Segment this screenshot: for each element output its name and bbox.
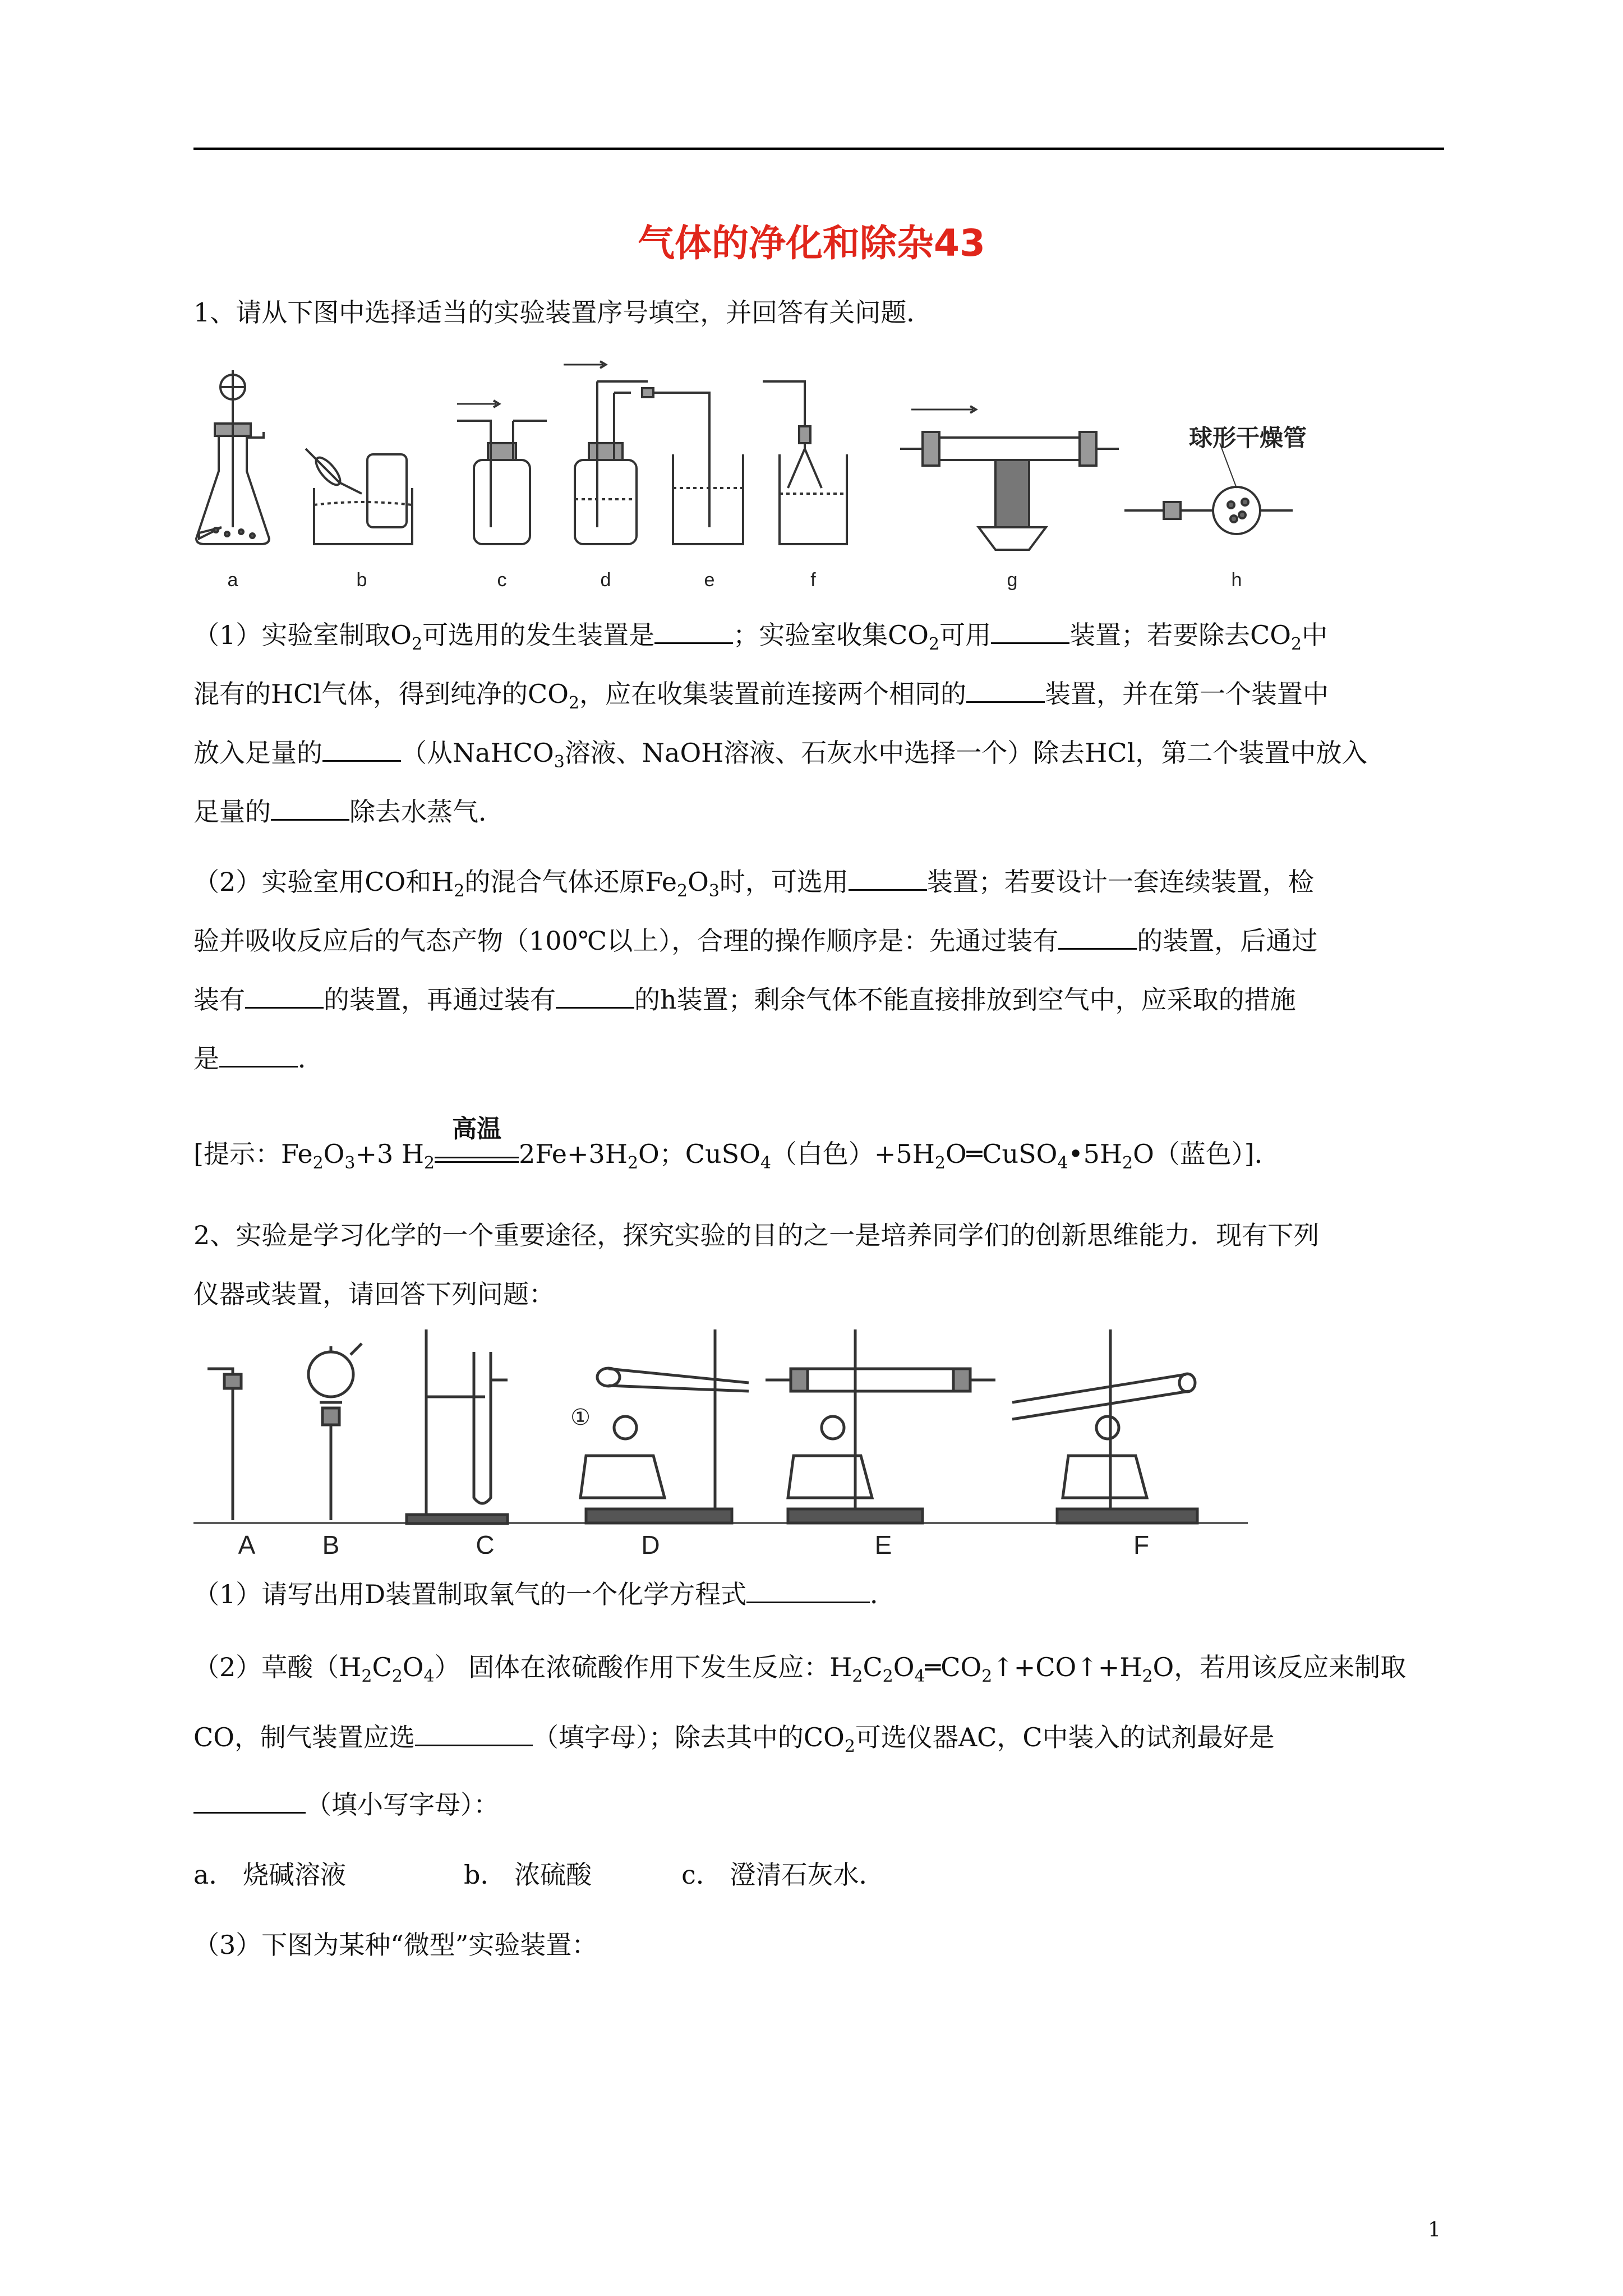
q2-part3: （3）下图为某种“微型”实验装置： <box>193 1930 598 1960</box>
page-number: 1 <box>1428 2219 1441 2242</box>
q2-part2-line3: （填小写字母）： <box>193 1789 1444 1820</box>
q1-blank-10[interactable] <box>219 1043 298 1068</box>
q2-blank-2[interactable] <box>415 1722 533 1746</box>
option-c: c． 澄清石灰水． <box>681 1860 885 1890</box>
q1-part1-line2: 混有的HCl气体，得到纯净的$CO_2$，应在收集装置前连接两个相同的 装置，并在第一个装置中 <box>193 679 1329 714</box>
header-rule <box>193 148 1444 150</box>
apparatus-f-icon <box>763 381 847 544</box>
q1-blank-5[interactable] <box>271 797 349 821</box>
fig2-label-D: D <box>641 1530 660 1554</box>
q1-stem: 1、请从下图中选择适当的实验装置序号填空，并回答有关问题． <box>193 297 933 328</box>
fig2-label-F: F <box>1133 1530 1150 1554</box>
page-title: 气体的净化和除杂43 <box>638 222 985 265</box>
q2-part1: （1）请写出用D装置制取氧气的一个化学方程式 ． <box>193 1579 896 1609</box>
fig2-marker-1: ① <box>570 1405 591 1430</box>
q1-part2-line2: 验并吸收反应后的气态产物（100℃以上），合理的操作顺序是：先通过装有 的装置，后通过 <box>193 926 1318 956</box>
q1-blank-7[interactable] <box>1058 926 1137 950</box>
fig1-label-g: g <box>1007 569 1018 591</box>
q1-part2-line4: 是 ． <box>193 1043 324 1074</box>
apparatus-h-icon <box>1124 443 1293 534</box>
apparatus-E-icon <box>766 1329 995 1523</box>
q1-part1-line1: （1）实验室制取$O_2$可选用的发生装置是 ；实验室收集$CO_2$可用 装置；若要除去$CO_2$中 <box>193 620 1328 655</box>
q1-apparatus-figure <box>193 359 1326 595</box>
fig1-label-d: d <box>600 569 611 591</box>
q1-blank-9[interactable] <box>556 984 634 1009</box>
fig2-label-A: A <box>238 1530 256 1554</box>
q2-stem-line1: 2、实验是学习化学的一个重要途径，探究实验的目的之一是培养同学们的创新思维能力．现有下列 <box>193 1220 1320 1250</box>
q2-part2-line1: （2）草酸$(H_2C_2O_4)$ 固体在浓硫酸作用下发生反应：$H_2C_2O_4═CO_2↑+CO↑+H_2O$，若用该反应来制取 <box>193 1652 1407 1687</box>
apparatus-c-icon <box>457 401 547 544</box>
fig1-label-b: b <box>356 569 367 591</box>
q2-stem-line2: 仪器或装置，请回答下列问题： <box>193 1279 555 1309</box>
q1-part2-line3: 装有 的装置，再通过装有 的h装置；剩余气体不能直接排放到空气中，应采取的措施 <box>193 984 1296 1015</box>
fig1-label-a: a <box>227 569 238 591</box>
fig2-label-B: B <box>322 1530 340 1554</box>
apparatus-C-icon <box>407 1329 508 1524</box>
fig1-label-f: f <box>810 569 816 591</box>
q2-blank-1[interactable] <box>746 1579 870 1603</box>
q2-part2-line2: CO，制气装置应选 （填字母）；除去其中的$CO_2$可选仪器AC，C中装入的试剂最好是 <box>193 1722 1275 1757</box>
q1-part1-line4: 足量的 除去水蒸气． <box>193 797 504 827</box>
q1-blank-3[interactable] <box>966 679 1045 703</box>
apparatus-F-icon <box>1012 1329 1197 1523</box>
apparatus-g-icon <box>900 406 1119 550</box>
q1-blank-4[interactable] <box>322 738 401 762</box>
apparatus-a-icon <box>196 370 269 544</box>
fig2-label-E: E <box>874 1530 892 1554</box>
q2-apparatus-figure <box>193 1329 1259 1554</box>
fig1-label-c: c <box>497 569 507 591</box>
q1-blank-8[interactable] <box>245 984 324 1009</box>
fig1-label-e: e <box>704 569 715 591</box>
reaction-arrow: 高温 <box>435 1144 519 1163</box>
apparatus-A-icon <box>208 1369 241 1520</box>
q1-blank-6[interactable] <box>849 867 927 891</box>
fig1-label-h: h <box>1231 569 1242 591</box>
q2-blank-3[interactable] <box>193 1789 306 1814</box>
q1-hint: [提示：$Fe_2O_3+3$ $H_2$ 高温 $2Fe+3H_2O$；CuSO$_4$（白色）$+5H_2O═CuSO_4•5H_2O$（蓝色）]． <box>193 1115 1280 1174</box>
q1-part1-line3: 放入足量的 （从NaHCO$_3$溶液、NaOH溶液、石灰水中选择一个）除去HCl，第二个装置中放入 <box>193 738 1368 772</box>
apparatus-d-icon <box>564 361 648 544</box>
q1-part2-line1: （2）实验室用CO和$H_2$的混合气体还原$Fe_2O_3$时，可选用 装置；若要设计一套连续装置，检 <box>193 867 1314 901</box>
fig2-label-C: C <box>476 1530 495 1554</box>
apparatus-e-icon <box>642 388 743 544</box>
apparatus-b-icon <box>306 449 412 544</box>
apparatus-D-icon <box>580 1329 749 1523</box>
option-a: a． 烧碱溶液 <box>193 1860 347 1890</box>
q1-blank-2[interactable] <box>991 620 1069 644</box>
q2-options <box>193 1860 1444 1890</box>
q1-blank-1[interactable] <box>654 620 733 644</box>
option-b: b． 浓硫酸 <box>464 1860 592 1890</box>
fig1-h-caption: 球形干燥管 <box>1188 425 1307 451</box>
apparatus-B-icon <box>308 1343 362 1520</box>
